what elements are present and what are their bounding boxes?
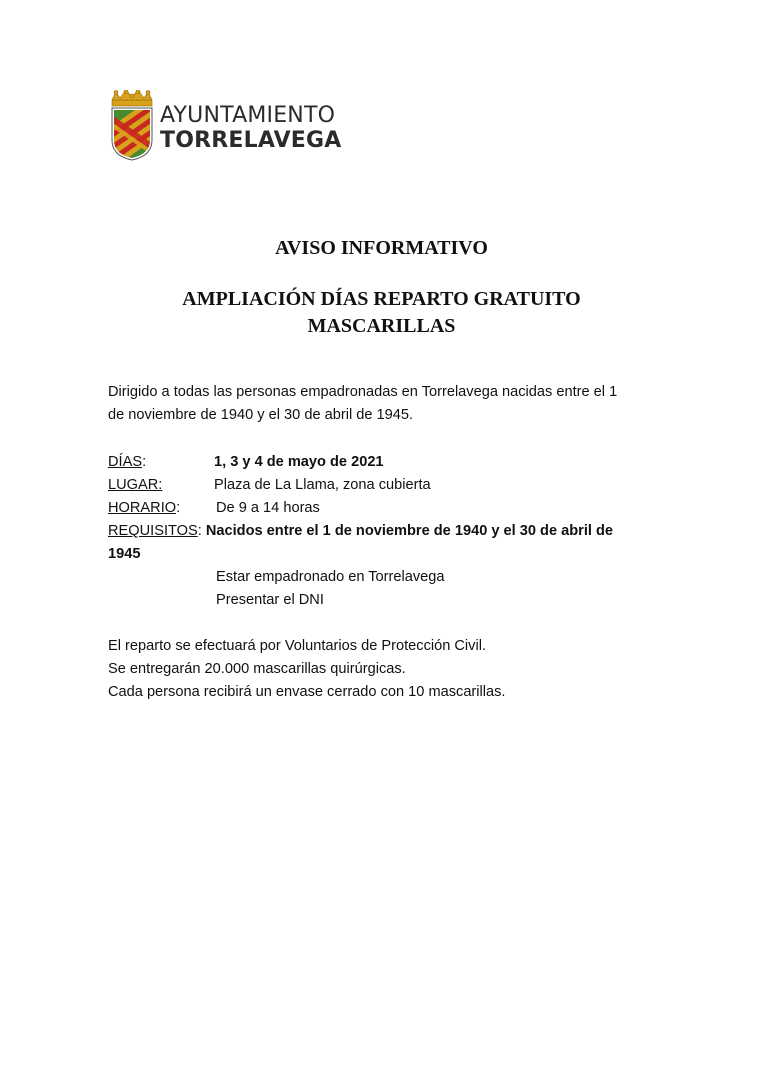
- dias-colon: :: [142, 454, 147, 470]
- dias-value: 1, 3 y 4 de mayo de 2021: [214, 454, 384, 470]
- requisito-dni: Presentar el DNI: [216, 592, 324, 608]
- logo-wordmark: [160, 104, 342, 154]
- lugar-label: LUGAR:: [108, 477, 163, 493]
- requisitos-value-line-2: 1945: [108, 546, 141, 562]
- detail-row-dias: [108, 451, 384, 474]
- requisitos-colon: :: [197, 523, 206, 539]
- logo-line-torrelavega: TORRELAVEGA: [160, 128, 342, 153]
- intro-line-1: Dirigido a todas las personas empadronadas en Torrelavega nacidas entre el 1: [108, 384, 618, 400]
- notice-subtitle: [0, 286, 763, 340]
- footer-line-2: Se entregarán 20.000 mascarillas quirúrgicas.: [108, 661, 406, 677]
- subtitle-line-2: MASCARILLAS: [307, 315, 456, 337]
- requisitos-label: REQUISITOS: [108, 523, 198, 539]
- lugar-value: Plaza de La Llama, zona cubierta: [214, 477, 431, 493]
- footer-paragraph: [108, 635, 668, 704]
- detail-row-horario: [108, 497, 320, 520]
- horario-label: HORARIO: [108, 500, 177, 516]
- ayuntamiento-logo: [108, 90, 348, 162]
- detail-row-requisitos: [108, 520, 613, 543]
- notice-title: AVISO INFORMATIVO: [275, 237, 488, 259]
- detail-row-lugar: [108, 474, 431, 497]
- requisitos-value-line-1: Nacidos entre el 1 de noviembre de 1940 y el 30 de abril de: [205, 523, 614, 539]
- requisito-empadronado: Estar empadronado en Torrelavega: [216, 569, 445, 585]
- dias-label: DÍAS: [108, 454, 143, 470]
- footer-line-1: El reparto se efectuará por Voluntarios de Protección Civil.: [108, 638, 487, 654]
- logo-line-ayuntamiento: AYUNTAMIENTO: [160, 103, 336, 128]
- intro-paragraph: [108, 381, 668, 427]
- subtitle-line-1: AMPLIACIÓN DÍAS REPARTO GRATUITO: [182, 288, 581, 310]
- footer-line-3: Cada persona recibirá un envase cerrado con 10 mascarillas.: [108, 684, 506, 700]
- horario-colon: :: [176, 500, 181, 516]
- horario-value: De 9 a 14 horas: [216, 500, 320, 516]
- intro-line-2: de noviembre de 1940 y el 30 de abril de 1945.: [108, 407, 414, 423]
- coat-of-arms-icon: [108, 90, 156, 162]
